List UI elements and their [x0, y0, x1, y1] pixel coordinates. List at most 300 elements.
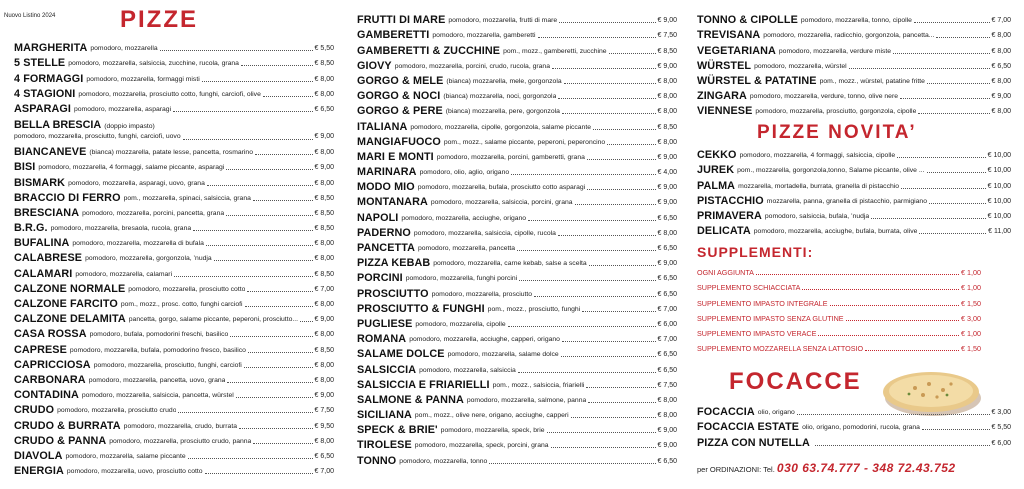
supplement-price: € 1,50 [961, 344, 981, 354]
menu-item [14, 400, 334, 415]
menu-item [357, 329, 677, 344]
item-price: € 8,00 [657, 229, 677, 237]
item-name: CARBONARA [14, 373, 86, 386]
dot-leader [588, 402, 655, 403]
item-price: € 9,00 [314, 164, 334, 172]
item-name: PUGLIESE [357, 317, 413, 330]
menu-item [14, 446, 334, 461]
item-price: € 9,00 [657, 442, 677, 450]
item-desc: pomodoro, mozzarella, carne kebab, salse a scelta [433, 260, 587, 268]
menu-item [14, 233, 334, 248]
item-desc: pomodoro, mozzarella, prosciutto crudo [57, 407, 177, 415]
item-price: € 8,00 [314, 240, 334, 248]
item-desc: pomodoro, mozzarella, tonno [399, 457, 488, 465]
item-desc: pomodoro, mozzarella, calamari [75, 270, 173, 278]
dot-leader [226, 215, 312, 216]
item-price: € 9,00 [657, 62, 677, 70]
dot-leader [562, 113, 656, 114]
focacce-title: FOCACCE [729, 368, 862, 395]
special-desc-row [14, 131, 334, 142]
supplementi-list [697, 262, 981, 353]
dot-leader [300, 321, 312, 322]
menu-item [14, 431, 334, 446]
item-desc: pomodoro, mozzarella, prosciutto, gorgonzola, cipolle [755, 108, 917, 116]
item-name: DIAVOLA [14, 449, 63, 462]
item-name: GAMBERETTI [357, 29, 430, 42]
menu-item [357, 71, 677, 86]
item-price: € 8,00 [314, 90, 334, 98]
menu-item [357, 207, 677, 222]
item-desc: pomodoro, mozzarella, prosciutto crudo, panna [109, 437, 252, 445]
item-price: € 8,50 [314, 60, 334, 68]
dot-leader [183, 139, 313, 140]
dot-leader [815, 445, 990, 446]
item-desc: pomodoro, mozzarella, verdure, tonno, olive nere [749, 93, 898, 101]
item-price: € 8,50 [314, 194, 334, 202]
item-desc: pomodoro, mozzarella, radicchio, gorgonzola, pancetta... [763, 32, 935, 40]
supplement-item [697, 292, 981, 307]
dot-leader [244, 367, 313, 368]
item-desc: pom., mozz., salame piccante, peperoni, peperoncino [443, 138, 606, 146]
dot-leader [193, 230, 312, 231]
dot-leader [559, 22, 655, 23]
item-price: € 9,00 [657, 260, 677, 268]
dot-leader [214, 260, 313, 261]
item-desc: (bianca) mozzarella, pere, gorgonzola [445, 108, 560, 116]
item-desc: pom., mozz., prosciutto, funghi [487, 305, 581, 313]
dot-leader [173, 111, 312, 112]
item-desc: mozzarella, panna, granella di pistacchio, parmigiano [766, 197, 927, 205]
pizze-list-3 [697, 10, 1011, 116]
item-name: PROSCIUTTO [357, 287, 429, 300]
item-name: GAMBERETTI & ZUCCHINE [357, 44, 501, 57]
item-desc: pomodoro, mozzarella, salsiccia, zucchine, rucola, grana [68, 60, 239, 68]
dot-leader [927, 172, 986, 173]
item-price: € 9,00 [314, 132, 334, 140]
dot-leader [253, 200, 313, 201]
item-price: € 9,00 [991, 93, 1011, 101]
item-name: CALABRESE [14, 252, 83, 265]
item-name: MARINARA [357, 166, 417, 179]
supplement-price: € 3,00 [961, 313, 981, 323]
supplement-item [697, 338, 981, 353]
item-desc: pomodoro, mozzarella, speck, brie [440, 427, 545, 435]
pizze-list [14, 38, 334, 476]
supplement-label: SUPPLEMENTO SCHIACCIATA [697, 283, 801, 293]
dot-leader [593, 129, 656, 130]
item-price: € 6,50 [657, 290, 677, 298]
item-name: 4 STAGIONI [14, 87, 76, 100]
item-name: TIROLESE [357, 439, 412, 452]
menu-item [14, 263, 334, 278]
menu-item [697, 56, 1011, 71]
supplement-label: SUPPLEMENTO IMPASTO VERACE [697, 328, 817, 338]
item-price: € 8,00 [314, 255, 334, 263]
focacce-list [697, 402, 1011, 448]
item-desc: pomodoro, mozzarella, porcini, pancetta, grana [82, 209, 225, 217]
item-price: € 8,00 [314, 331, 334, 339]
item-desc: pomodoro, mozzarella, prosciutto, funghi, carciofi [93, 361, 242, 369]
item-desc: (bianca) mozzarella, noci, gorgonzola [443, 93, 557, 101]
dot-leader [245, 306, 313, 307]
dot-leader [226, 169, 312, 170]
menu-item [14, 157, 334, 172]
dot-leader [263, 96, 313, 97]
item-desc: pomodoro, mozzarella, mozzarella di bufala [72, 240, 204, 248]
menu-item [14, 38, 334, 53]
dot-leader [582, 311, 655, 312]
item-price: € 9,00 [314, 392, 334, 400]
supplement-item [697, 277, 981, 292]
dot-leader [236, 397, 313, 398]
item-name: VIENNESE [697, 105, 753, 118]
menu-item [697, 25, 1011, 40]
item-name: CALZONE NORMALE [14, 282, 126, 295]
menu-item [14, 385, 334, 400]
item-desc: pomodoro, mozzarella, cipolle [415, 320, 506, 328]
menu-item [14, 142, 334, 157]
item-price: € 5,50 [314, 45, 334, 53]
supplement-price: € 1,00 [961, 283, 981, 293]
item-desc: pom., mozzarella, spinaci, salsiccia, grana [123, 194, 251, 202]
item-price: € 6,50 [657, 351, 677, 359]
listino-tag: Nuovo Listino 2024 [4, 13, 56, 19]
pizze-list-2 [357, 10, 677, 466]
dot-leader [247, 291, 312, 292]
item-desc: pomodoro, mozzarella, acciughe, origano [401, 214, 527, 222]
item-desc: pomodoro, mozzarella, porcini, crudo, rucola, grana [394, 62, 550, 70]
item-name: GORGO & PERE [357, 105, 443, 118]
menu-item [697, 160, 1011, 175]
item-desc: pomodoro, mozzarella, prosciutto cotto, funghi, carciofi, olive [78, 90, 261, 98]
dot-leader [551, 447, 656, 448]
item-name: BISI [14, 161, 36, 174]
dot-leader [897, 157, 985, 158]
item-price: € 7,00 [657, 336, 677, 344]
item-desc: olio, origano, pomodorini, rucola, grana [802, 424, 920, 432]
item-desc: pomodoro, mozzarella, gamberetti [432, 32, 536, 40]
item-desc: pomodoro, mozzarella, formaggi misti [86, 75, 200, 83]
menu-item [14, 84, 334, 99]
menu-item [14, 461, 334, 476]
dot-leader [756, 274, 959, 275]
item-desc: pomodoro, mozzarella, bufala, prosciutto cotto asparagi [417, 184, 586, 192]
item-name: MONTANARA [357, 196, 428, 209]
item-name: GIOVY [357, 59, 392, 72]
supplement-label: SUPPLEMENTO IMPASTO INTEGRALE [697, 298, 828, 308]
item-name: SALMONE & PANNA [357, 393, 464, 406]
menu-item [14, 68, 334, 83]
item-desc: pom., mozz., salsiccia, friarielli [492, 381, 585, 389]
menu-item [14, 370, 334, 385]
menu-item [697, 417, 1011, 432]
item-name: SALAME DOLCE [357, 348, 445, 361]
dot-leader [922, 429, 990, 430]
item-price: € 8,50 [314, 270, 334, 278]
item-price: € 11,00 [988, 228, 1011, 236]
item-name: ZINGARA [697, 90, 747, 103]
dot-leader [511, 174, 655, 175]
supplement-price: € 1,00 [961, 268, 981, 278]
item-name: CALZONE DELAMITA [14, 313, 126, 326]
dot-leader [188, 458, 313, 459]
item-desc: pomodoro, mozzarella, acciughe, capperi, origano [409, 336, 560, 344]
dot-leader [178, 412, 312, 413]
menu-item [357, 56, 677, 71]
item-price: € 8,00 [657, 108, 677, 116]
dot-leader [230, 336, 312, 337]
dot-leader [508, 326, 656, 327]
item-name: PADERNO [357, 226, 411, 239]
item-desc: pomodoro, salsiccia, bufala, ’nudja [764, 212, 870, 220]
menu-item [357, 86, 677, 101]
item-price: € 5,50 [991, 424, 1011, 432]
item-desc: pomodoro, mozzarella, prosciutto cotto [128, 285, 246, 293]
dot-leader [558, 235, 656, 236]
item-name: WÜRSTEL [697, 59, 752, 72]
menu-item [14, 309, 334, 324]
item-price: € 8,00 [657, 138, 677, 146]
dot-leader [517, 250, 655, 251]
item-name: BELLA BRESCIA [14, 118, 102, 131]
item-desc: pomodoro, mozzarella, acciughe, bufala, burrata, olive [753, 228, 918, 236]
dot-leader [547, 432, 656, 433]
menu-item [697, 206, 1011, 221]
item-price: € 9,00 [657, 427, 677, 435]
menu-item [14, 53, 334, 68]
supplement-item [697, 323, 981, 338]
item-name: ITALIANA [357, 120, 408, 133]
menu-item [697, 145, 1011, 160]
order-phone[interactable]: 030 63.74.777 - 348 72.43.752 [776, 461, 956, 475]
dot-leader [587, 189, 655, 190]
item-price: € 8,00 [314, 75, 334, 83]
item-name: BRACCIO DI FERRO [14, 191, 121, 204]
item-name: BRESCIANA [14, 206, 80, 219]
special-title-row [14, 119, 334, 131]
dot-leader [589, 265, 656, 266]
order-line [697, 461, 956, 475]
item-price: € 6,00 [991, 439, 1011, 447]
item-price: € 8,00 [657, 93, 677, 101]
item-name: PALMA [697, 179, 736, 192]
supplement-label: SUPPLEMENTO MOZZARELLA SENZA LATTOSIO [697, 344, 864, 354]
item-name: MANGIAFUOCO [357, 135, 441, 148]
menu-item [14, 188, 334, 203]
dot-leader [174, 276, 312, 277]
menu-item [357, 283, 677, 298]
dot-leader [253, 443, 312, 444]
item-desc: pomodoro, mozzarella, salame dolce [447, 351, 559, 359]
item-name: SALSICCIA [357, 363, 417, 376]
menu-item [697, 101, 1011, 116]
item-desc: pomodoro, mozzarella, asparagi [74, 105, 172, 113]
dot-leader [534, 296, 655, 297]
item-price: € 8,50 [314, 225, 334, 233]
menu-item [357, 299, 677, 314]
item-name: PISTACCHIO [697, 194, 764, 207]
item-price: € 8,00 [991, 77, 1011, 85]
item-name: MARGHERITA [14, 42, 88, 55]
menu-item [357, 435, 677, 450]
dot-leader [901, 188, 986, 189]
dot-leader [489, 463, 655, 464]
dot-leader [929, 203, 986, 204]
supplement-item [697, 262, 981, 277]
item-name: TONNO & CIPOLLE [697, 14, 798, 27]
dot-leader [528, 220, 655, 221]
dot-leader [552, 68, 656, 69]
dot-leader [205, 473, 313, 474]
menu-item [357, 192, 677, 207]
item-price: € 8,00 [314, 179, 334, 187]
item-desc: pomodoro, mozzarella, salame piccante [65, 452, 186, 460]
item-desc: pomodoro, mozzarella, bufala, pomodorino fresco, basilico [69, 346, 246, 354]
dot-leader [802, 289, 959, 290]
menu-item [357, 40, 677, 55]
item-price: € 8,50 [314, 346, 334, 354]
item-desc: pomodoro, mozzarella, 4 formaggi, salame piccante, asparagi [38, 164, 225, 172]
item-desc: (bianca) mozzarella, patate lesse, pancetta, rosmarino [89, 149, 253, 157]
item-price: € 6,50 [657, 366, 677, 374]
supplement-label: OGNI AGGIUNTA [697, 268, 754, 278]
menu-item [357, 375, 677, 390]
item-price: € 6,00 [657, 320, 677, 328]
item-desc: pomodoro, mozzarella, salsiccia, cipolle, rucola [413, 229, 556, 237]
item-name: CONTADINA [14, 389, 79, 402]
item-name: CEKKO [697, 149, 737, 162]
item-name: TONNO [357, 454, 397, 467]
menu-item [14, 339, 334, 354]
item-price: € 8,00 [991, 108, 1011, 116]
item-desc: pomodoro, mozzarella, speck, porcini, grana [414, 442, 549, 450]
item-price: € 8,00 [314, 361, 334, 369]
item-desc: pomodoro, mozzarella, verdure miste [778, 47, 892, 55]
item-price: € 9,00 [314, 316, 334, 324]
item-price: € 7,00 [314, 285, 334, 293]
item-desc: pancetta, gorgo, salame piccante, peperoni, prosciutto... [128, 316, 299, 324]
supplement-price: € 1,50 [961, 298, 981, 308]
item-name: SPECK & BRIE' [357, 424, 438, 437]
menu-item [357, 132, 677, 147]
dot-leader [255, 154, 313, 155]
item-price: € 6,50 [991, 62, 1011, 70]
dot-leader [160, 50, 313, 51]
item-price: € 8,00 [657, 77, 677, 85]
item-name: JUREK [697, 164, 735, 177]
item-price: € 9,50 [314, 422, 334, 430]
dot-leader [609, 53, 656, 54]
item-name: GORGO & NOCI [357, 90, 441, 103]
menu-item [697, 432, 1011, 447]
item-desc: pomodoro, mozzarella, uovo, prosciutto cotto [66, 468, 203, 476]
menu-item [14, 99, 334, 114]
item-name: WÜRSTEL & PATATINE [697, 74, 817, 87]
menu-item [697, 191, 1011, 206]
menu-item [14, 248, 334, 263]
item-price: € 8,00 [314, 301, 334, 308]
menu-item [357, 162, 677, 177]
item-price: € 8,00 [314, 437, 334, 445]
menu-item [357, 344, 677, 359]
supplement-price: € 1,00 [961, 328, 981, 338]
item-price: € 8,00 [657, 396, 677, 404]
novita-list [697, 145, 1011, 236]
dot-leader [241, 65, 313, 66]
dot-leader [562, 341, 656, 342]
menu-item [14, 355, 334, 370]
item-name: FOCACCIA [697, 406, 755, 419]
novita-title: PIZZE NOVITA’ [757, 122, 917, 143]
dot-leader [936, 37, 989, 38]
dot-leader [849, 68, 990, 69]
item-price: € 7,50 [314, 407, 334, 415]
item-name: ENERGIA [14, 465, 64, 478]
item-name: ASPARAGI [14, 102, 71, 115]
item-desc: pomodoro, mozzarella [90, 45, 158, 53]
item-name: MARI E MONTI [357, 150, 434, 163]
dot-leader [927, 83, 990, 84]
item-name: DELICATA [697, 225, 751, 238]
item-price: € 8,00 [657, 412, 677, 420]
item-price: € 4,00 [657, 169, 677, 177]
item-name: MODO MIO [357, 181, 415, 194]
menu-item [357, 101, 677, 116]
item-desc: pomodoro, mozzarella, tonno, cipolle [800, 17, 912, 25]
item-name: ROMANA [357, 333, 407, 346]
dot-leader [797, 414, 990, 415]
item-desc: pomodoro, mozzarella, prosciutto, funghi, carciofi, uovo [14, 132, 181, 140]
menu-item [14, 415, 334, 430]
item-name: CALZONE FARCITO [14, 298, 118, 310]
menu-item [697, 175, 1011, 190]
item-price: € 9,00 [657, 17, 677, 25]
dot-leader [900, 98, 990, 99]
pizze-title: PIZZE [120, 6, 199, 33]
dot-leader [518, 372, 656, 373]
supplement-label: SUPPLEMENTO IMPASTO SENZA GLUTINE [697, 313, 844, 323]
item-desc: pomodoro, mozzarella, prosciutto [431, 290, 533, 298]
item-name: PANCETTA [357, 242, 415, 254]
menu-item [357, 405, 677, 420]
item-name: SICILIANA [357, 409, 412, 422]
menu-item [357, 314, 677, 329]
menu-item [357, 116, 677, 131]
item-name: CASA ROSSA [14, 328, 87, 341]
item-price: € 8,50 [314, 209, 334, 217]
menu-item [357, 253, 677, 268]
item-name: TREVISANA [697, 29, 761, 42]
dot-leader [587, 159, 656, 160]
item-name: CRUDO & PANNA [14, 434, 107, 447]
dot-leader [538, 37, 656, 38]
item-price: € 10,00 [987, 167, 1011, 175]
dot-leader [571, 417, 656, 418]
item-desc: pomodoro, olio, aglio, origano [419, 169, 510, 177]
menu-item [357, 359, 677, 374]
item-desc: pom., mozz., gamberetti, zucchine [503, 47, 607, 55]
item-price: € 8,00 [314, 376, 334, 384]
item-desc: pomodoro, mozzarella, frutti di mare [448, 17, 558, 25]
item-desc: pom., mozz., olive nere, origano, acciughe, capperi [414, 412, 569, 420]
item-desc: pomodoro, mozzarella, bresaola, rucola, grana [50, 225, 192, 233]
dot-leader [914, 22, 990, 23]
menu-item [14, 203, 334, 218]
item-desc: pomodoro, mozzarella, salsiccia, pancetta, würstel [81, 392, 234, 400]
menu-item [697, 71, 1011, 86]
item-price: € 10,00 [987, 182, 1011, 190]
item-note: (doppio impasto) [104, 122, 155, 130]
